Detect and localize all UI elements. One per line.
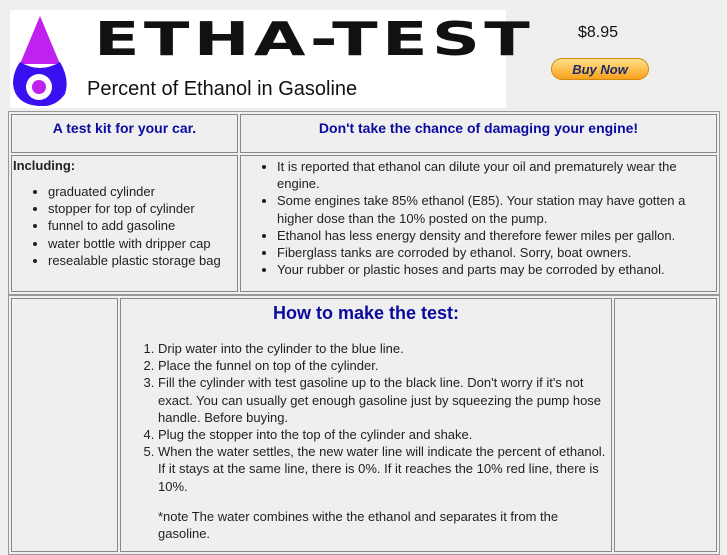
list-item: 5. When the water settles, the new water line will indicate the percent of ethanol. If it stays at the same line, there is 0%. If it reaches the 10% red line, there is 10%. [158,443,607,495]
list-item: • Ethanol has less energy density and therefore fewer miles per gallon. [277,227,716,244]
steps-list [121,340,611,495]
kit-items-list [12,183,237,269]
buy-now-button[interactable]: Buy Now [551,58,649,80]
list-item: • graduated cylinder [48,183,237,200]
list-item: 4. Plug the stopper into the top of the cylinder and shake. [158,426,607,443]
list-item: • resealable plastic storage bag [48,252,237,269]
price: $8.95 [578,24,619,41]
including-label: Including: [13,158,76,173]
list-item: • It is reported that ethanol can dilute your oil and prematurely wear the engine. [277,158,716,192]
list-item: • Some engines take 85% ethanol (E85). Your station may have gotten a higher dose than the 10% posted on the pump. [277,192,716,226]
list-item: • Your rubber or plastic hoses and parts may be corroded by ethanol. [277,261,716,278]
list-item: • Fiberglass tanks are corroded by ethanol. Sorry, boat owners. [277,244,716,261]
list-item: • water bottle with dripper cap [48,235,237,252]
howto-table [8,295,720,555]
list-item: 1. Drip water into the cylinder to the blue line. [158,340,607,357]
note: *note The water combines withe the ethanol and separates it from the gasoline. [158,508,559,542]
howto-title: How to make the test: [272,303,460,323]
list-item: 3. Fill the cylinder with test gasoline up to the black line. Don't worry if it's not exact. You can usually get enough gasoline just by squeezing the pump hose handle. Before buying. [158,374,607,426]
intro-table [8,111,720,295]
logo-subtitle: Percent of Ethanol in Gasoline [87,78,358,100]
list-item: • funnel to add gasoline [48,217,237,234]
drop-logo-icon [10,14,70,106]
list-item: • stopper for top of cylinder [48,200,237,217]
left-heading: A test kit for your car. [52,120,197,136]
logo-title: ETHA-TEST [94,12,535,66]
warnings-list [241,158,716,278]
right-heading: Don't take the chance of damaging your engine! [318,120,639,136]
list-item: 2. Place the funnel on top of the cylinder. [158,357,607,374]
logo-banner [10,10,535,108]
